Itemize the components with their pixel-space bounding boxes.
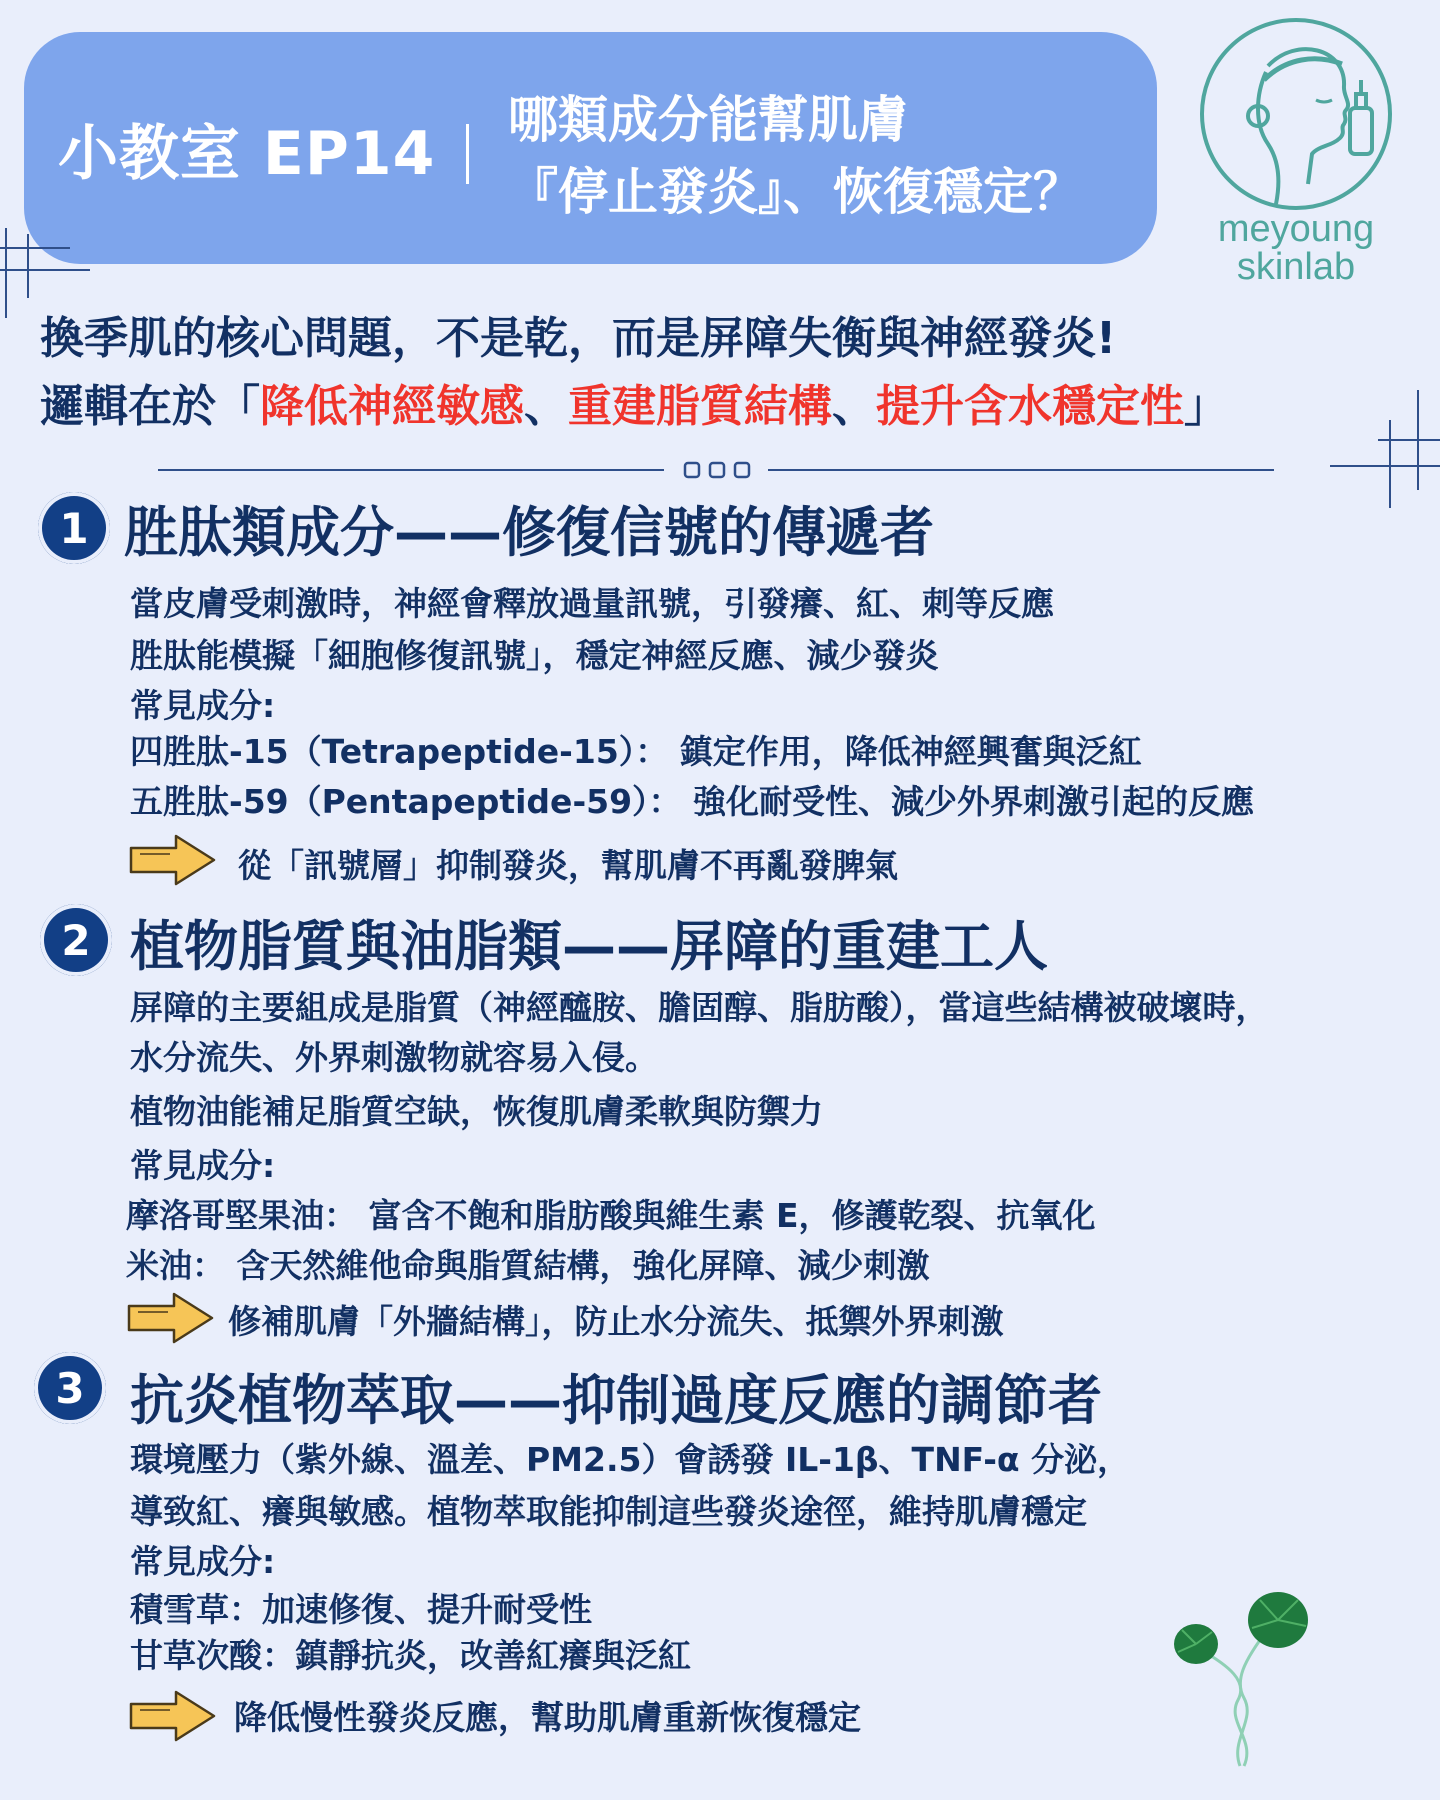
intro-suffix: 」	[1184, 381, 1228, 432]
intro-line1: 換季肌的核心問題，不是乾，而是屏障失衡與神經發炎!	[40, 313, 1117, 364]
divider-right	[768, 469, 1274, 471]
section-number-badge: 2	[40, 904, 112, 976]
highlight-lipid: 重建脂質結構	[568, 381, 832, 432]
highlight-neuro: 降低神經敏感	[260, 381, 524, 432]
intro-line2	[40, 370, 1228, 434]
body-line: 常見成分:	[130, 1146, 276, 1185]
body-line: 常見成分:	[130, 686, 276, 725]
section-number-badge: 1	[38, 492, 110, 564]
intro-sep1: 、	[524, 381, 568, 432]
body-line: 甘草次酸：鎮靜抗炎，改善紅癢與泛紅	[130, 1636, 691, 1675]
centella-leaf-icon	[1160, 1570, 1330, 1770]
divider-ornament	[683, 461, 751, 479]
pointing-hand-arrow-icon	[128, 832, 218, 888]
pointing-hand-arrow-icon	[128, 1688, 218, 1744]
body-line: 四胜肽-15（Tetrapeptide-15）： 鎮定作用，降低神經興奮與泛紅	[130, 732, 1142, 771]
takeaway-text: 降低慢性發炎反應，幫助肌膚重新恢復穩定	[234, 1698, 861, 1737]
takeaway-text: 修補肌膚「外牆結構」，防止水分流失、抵禦外界刺激	[228, 1302, 1004, 1341]
pointing-hand-arrow-icon	[126, 1290, 216, 1346]
body-line: 植物油能補足脂質空缺，恢復肌膚柔軟與防禦力	[130, 1092, 823, 1131]
header-divider	[466, 124, 469, 184]
intro-sep2: 、	[832, 381, 876, 432]
body-line: 積雪草：加速修復、提升耐受性	[130, 1590, 592, 1629]
brand-logo	[1196, 14, 1396, 294]
body-line: 米油： 含天然維他命與脂質結構，強化屏障、減少刺激	[126, 1246, 930, 1285]
body-line: 當皮膚受刺激時，神經會釋放過量訊號，引發癢、紅、刺等反應	[130, 584, 1054, 623]
divider-left	[158, 469, 664, 471]
logo-line2: skinlab	[1236, 246, 1356, 288]
body-line: 環境壓力（紫外線、溫差、PM2.5）會誘發 IL-1β、TNF-α 分泌，	[130, 1440, 1131, 1479]
woman-profile-icon	[1196, 14, 1396, 214]
body-line: 導致紅、癢與敏感。植物萃取能抑制這些發炎途徑，維持肌膚穩定	[130, 1492, 1087, 1531]
header-topic-line1: 哪類成分能幫肌膚	[508, 91, 908, 149]
body-line: 五胜肽-59（Pentapeptide-59）： 強化耐受性、減少外界刺激引起的反應	[130, 782, 1255, 821]
section-title: 抗炎植物萃取——抑制過度反應的調節者	[130, 1369, 1102, 1432]
header-topic	[508, 84, 1083, 228]
logo-wordmark	[1196, 210, 1396, 286]
section-number-badge: 3	[34, 1352, 106, 1424]
series-title: 小教室 EP14	[58, 119, 436, 189]
section-title: 植物脂質與油脂類——屏障的重建工人	[130, 915, 1048, 978]
body-line: 屏障的主要組成是脂質（神經醯胺、膽固醇、脂肪酸），當這些結構被破壞時，	[130, 988, 1269, 1027]
intro-prefix: 邏輯在於「	[40, 381, 260, 432]
body-line: 水分流失、外界刺激物就容易入侵。	[130, 1038, 658, 1077]
takeaway-text: 從「訊號層」抑制發炎，幫肌膚不再亂發脾氣	[238, 846, 898, 885]
header-topic-line2: 『停止發炎』、恢復穩定？	[508, 163, 1083, 221]
body-line: 摩洛哥堅果油： 富含不飽和脂肪酸與維生素 E，修護乾裂、抗氧化	[126, 1196, 1096, 1235]
body-line: 常見成分:	[130, 1542, 276, 1581]
crosshair-lines-icon	[1330, 390, 1440, 510]
body-line: 胜肽能模擬「細胞修復訊號」，穩定神經反應、減少發炎	[130, 636, 939, 675]
section-title: 胜肽類成分——修復信號的傳遞者	[124, 501, 934, 564]
logo-line1: meyoung	[1217, 208, 1375, 250]
highlight-hydration: 提升含水穩定性	[876, 381, 1184, 432]
